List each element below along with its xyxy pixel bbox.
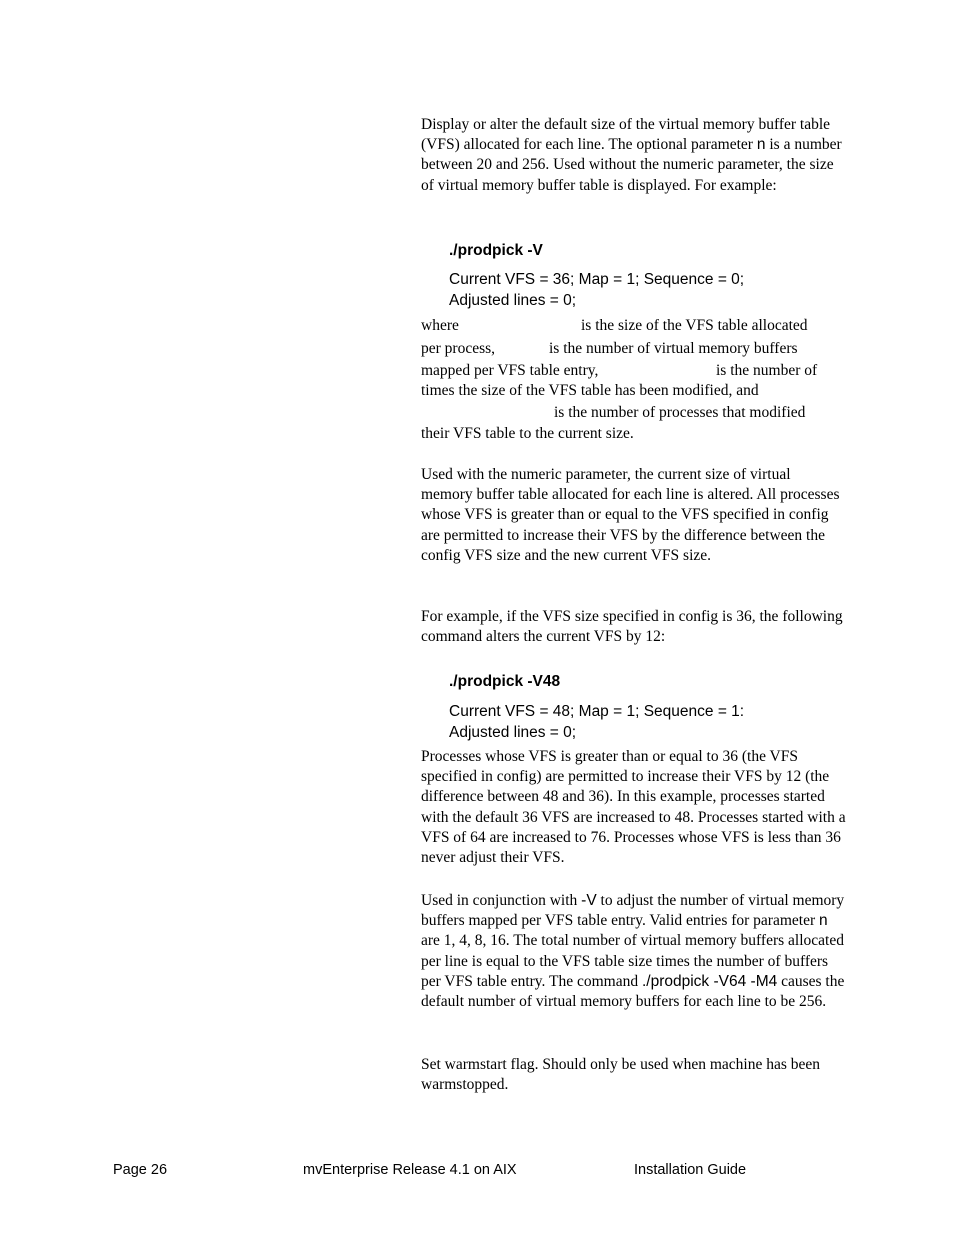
inline-command: ./prodpick -V64 -M4 [641,972,778,990]
example-intro-paragraph: For example, if the VFS size specified in config is 36, the following command alters the current VFS by 12: [421,608,843,646]
param-n: n [756,136,766,154]
processes-paragraph: Processes whose VFS is greater than or equal to 36 (the VFS specified in config) are permitted to increase their VFS by 12 (the difference between 48 and 36). In this example, processes started with the default 36 VFS are increased to 48. Processes started with a VFS of 64 are increased to 76. Processes whose VFS is less than 36 never adjust their VFS. [421,748,846,867]
example2-command: ./prodpick -V48 [449,673,561,690]
v-option-description [421,115,846,196]
warmstart-paragraph: Set warmstart flag. Should only be used when machine has been warmstopped. [421,1056,821,1094]
footer-title: mvEnterprise Release 4.1 on AIX [303,1162,517,1178]
footer-page-number: Page 26 [113,1162,168,1178]
footer-guide: Installation Guide [634,1162,747,1178]
v-intro-paragraph: Display or alter the default size of the virtual memory buffer table (VFS) allocated for each line. The optional parameter n is a number between 20 and 256. Used without the numeric parameter, the size of virtual memory buffer table is displayed. For example: [421,116,842,194]
example2-output [449,702,744,743]
example2-output-line2: Adjusted lines = 0; [449,723,577,741]
flag-v: -V [581,892,597,909]
m-option-description: Used in conjunction with -V to adjust the number of virtual memory buffers mapped per VFS table entry. Valid entries for parameter n are 1, 4, 8, 16. The total number of virtual memory buffers allocated per line is equal to the VFS table size times the number of buffers per VFS table entry. The command ./prodpick -V64 -M4 causes the default number of virtual memory buffers for each line to be 256. [421,892,845,1011]
example1-output-line2: Adjusted lines = 0; [449,291,577,309]
example1-command: ./prodpick -V [449,242,543,259]
example1-output-line1: Current VFS = 36; Map = 1; Sequence = 0; [449,271,745,288]
example1-output [449,270,744,311]
param-n: n [819,912,828,930]
example2-output-line1: Current VFS = 48; Map = 1; Sequence = 1: [449,703,745,720]
numeric-parameter-paragraph: Used with the numeric parameter, the current size of virtual memory buffer table allocated for each line is altered. All processes whose VFS is greater than or equal to the VFS specified in config are permitted to increase their VFS by the difference between the config VFS size and the new current VFS size. [421,466,840,564]
